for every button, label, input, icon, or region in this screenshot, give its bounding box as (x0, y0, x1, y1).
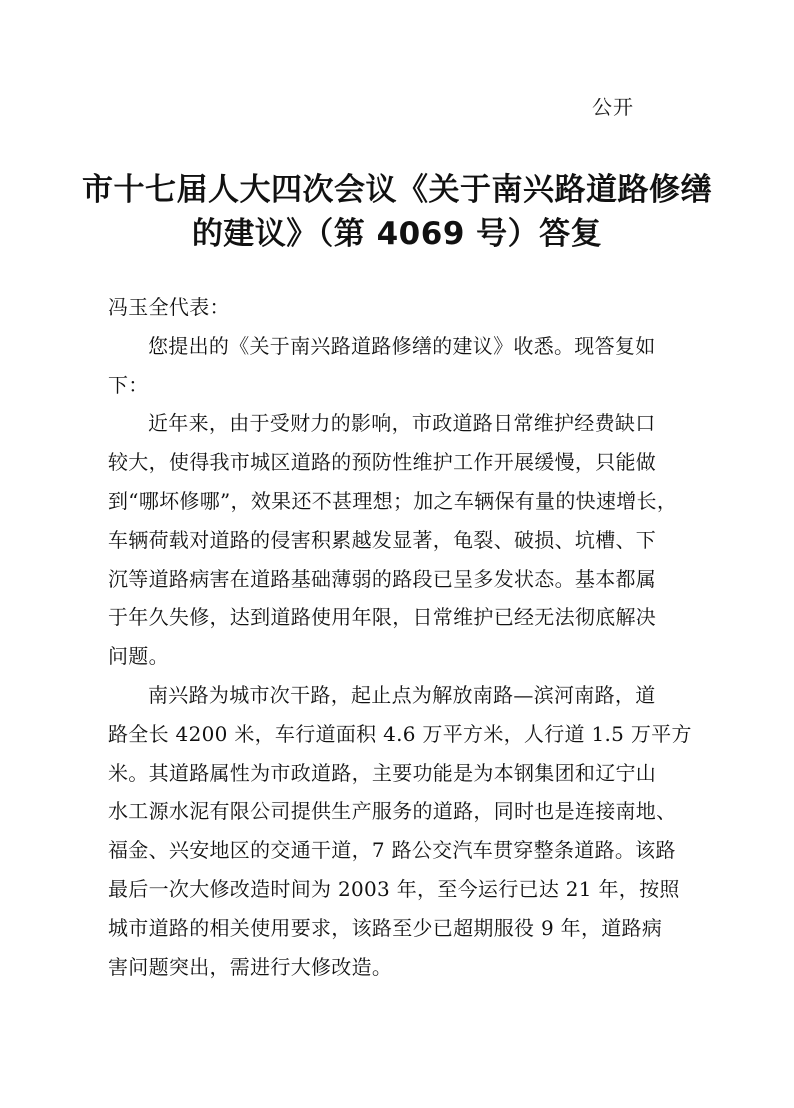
disclosure-label: 公开 (592, 95, 634, 119)
paragraph-line: 城市道路的相关使用要求，该路至少已超期服役 9 年，道路病 (108, 915, 663, 940)
title-line-1: 市十七届人大四次会议《关于南兴路道路修缮 (82, 172, 712, 208)
paragraph-line: 路全长 4200 米，车行道面积 4.6 万平方米，人行道 1.5 万平方 (108, 721, 692, 746)
paragraph-3 (108, 676, 692, 986)
paragraph-line: 较大，使得我市城区道路的预防性维护工作开展缓慢，只能做 (108, 450, 657, 475)
paragraph-line: 近年来，由于受财力的影响，市政道路日常维护经费缺口 (148, 411, 656, 436)
paragraph-line: 沉等道路病害在道路基础薄弱的路段已呈多发状态。基本都属 (108, 566, 657, 591)
document-body (108, 288, 692, 986)
paragraph-line: 水工源水泥有限公司提供生产服务的道路，同时也是连接南地、 (108, 799, 677, 824)
title-line-2: 的建议》（第 4069 号）答复 (191, 216, 603, 252)
paragraph-line: 下： (108, 372, 149, 397)
paragraph-line: 到“哪坏修哪”，效果还不甚理想；加之车辆保有量的快速增长， (108, 488, 678, 513)
paragraph-line: 米。其道路属性为市政道路，主要功能是为本钢集团和辽宁山 (108, 760, 657, 785)
paragraph-line: 您提出的《关于南兴路道路修缮的建议》收悉。现答复如 (148, 333, 656, 358)
paragraph-line: 问题。 (108, 644, 169, 669)
paragraph-1 (108, 327, 688, 405)
paragraph-line: 福金、兴安地区的交通干道，7 路公交汽车贯穿整条道路。该路 (108, 838, 676, 863)
document-title (0, 168, 794, 256)
paragraph-line: 车辆荷载对道路的侵害积累越发显著，龟裂、破损、坑槽、下 (108, 527, 657, 552)
paragraph-line: 害问题突出，需进行大修改造。 (108, 954, 393, 979)
paragraph-line: 南兴路为城市次干路，起止点为解放南路—滨河南路，道 (148, 682, 656, 707)
paragraph-2 (108, 404, 688, 676)
paragraph-line: 最后一次大修改造时间为 2003 年，至今运行已达 21 年，按照 (108, 876, 680, 901)
paragraph-line: 于年久失修，达到道路使用年限，日常维护已经无法彻底解决 (108, 605, 657, 630)
salutation: 冯玉全代表： (108, 295, 230, 319)
